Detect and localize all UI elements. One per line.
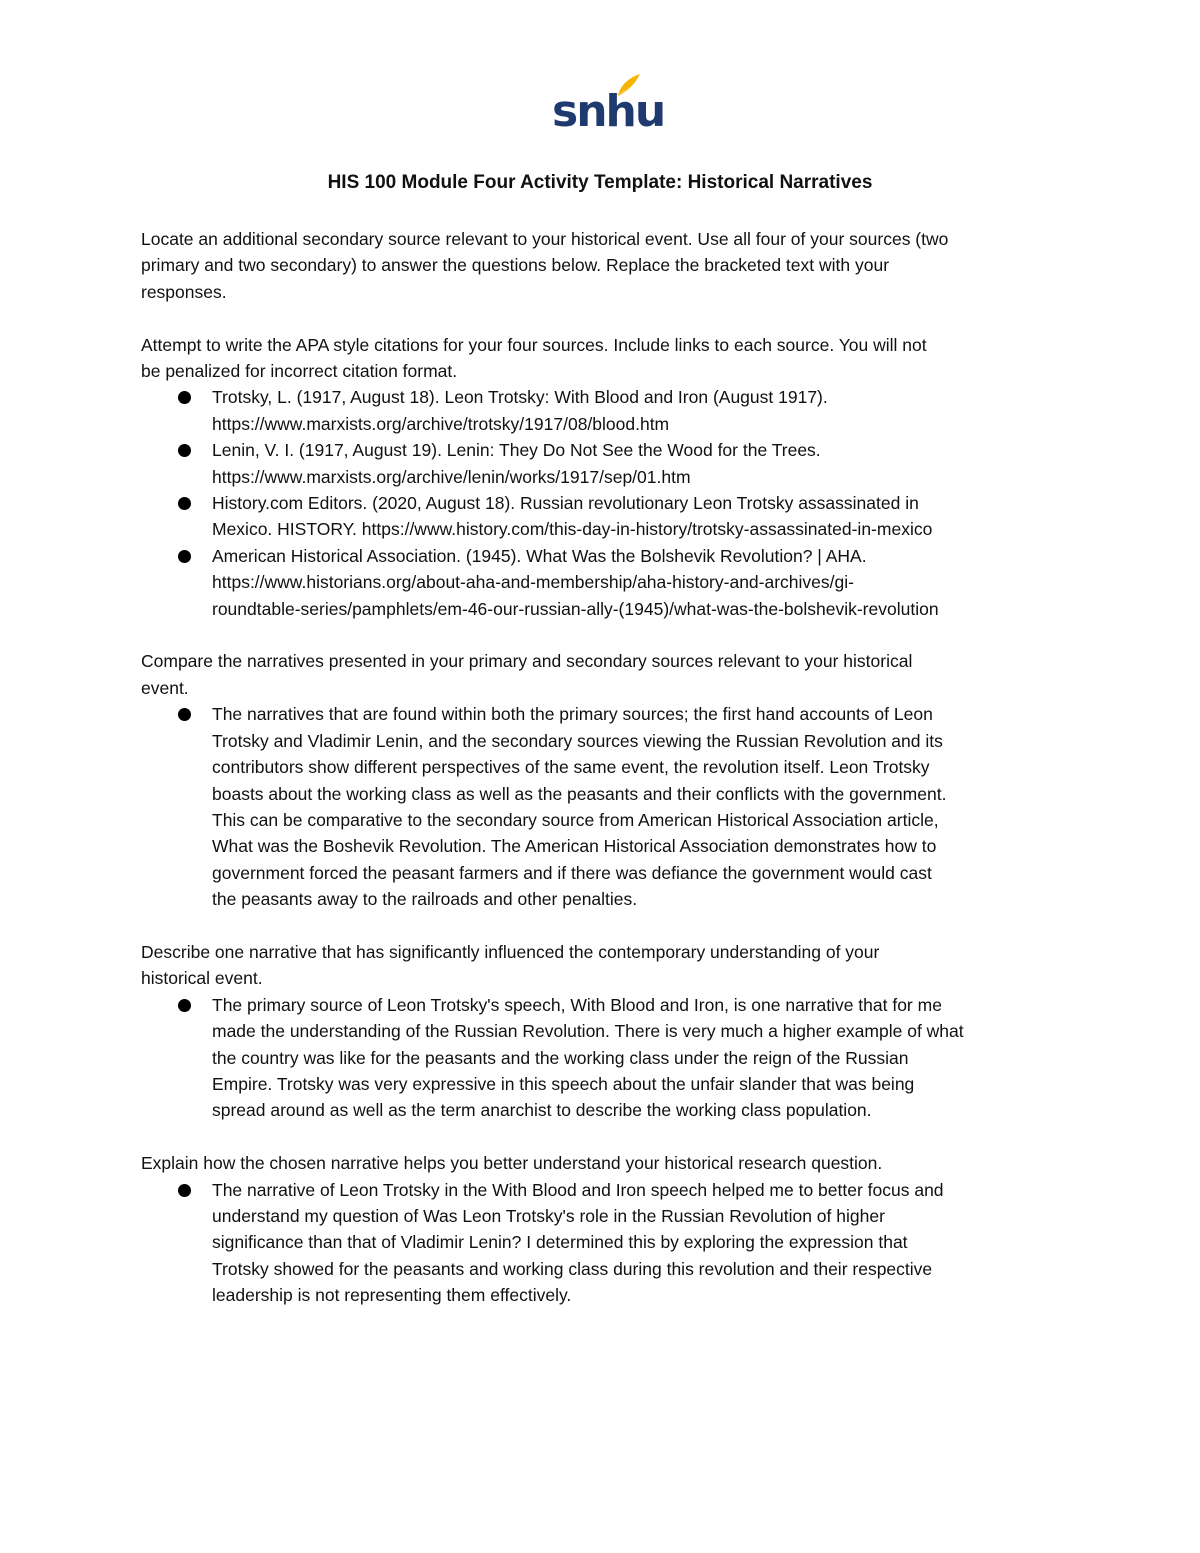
text-line: responses. (141, 281, 227, 302)
text-line: Describe one narrative that has significantly influenced the contemporary understanding of your (141, 941, 880, 962)
text-line: Empire. Trotsky was very expressive in this speech about the unfair slander that was being (212, 1073, 915, 1094)
text-line: Mexico. HISTORY. https://www.history.com/this-day-in-history/trotsky-assassinated-in-mexico (212, 519, 933, 540)
text-line: event. (141, 677, 189, 698)
citation-item (212, 490, 1061, 543)
text-line: The primary source of Leon Trotsky's speech, With Blood and Iron, is one narrative that for me (212, 994, 942, 1015)
text-line: Trotsky, L. (1917, August 18). Leon Trotsky: With Blood and Iron (August 1917). (212, 387, 828, 408)
text-line: made the understanding of the Russian Revolution. There is very much a higher example of what (212, 1021, 964, 1042)
text-line: History.com Editors. (2020, August 18). Russian revolutionary Leon Trotsky assassinated in (212, 493, 919, 514)
text-line: What was the Boshevik Revolution. The American Historical Association demonstrates how to (212, 836, 937, 857)
explain-answer (212, 1177, 1061, 1309)
describe-answer-list (141, 992, 1061, 1124)
bullet-icon (178, 708, 191, 721)
text-line: Trotsky showed for the peasants and working class during this revolution and their respective (212, 1258, 933, 1279)
bullet-icon (178, 1184, 191, 1197)
document-body (141, 226, 1061, 1309)
bullet-icon (178, 444, 191, 457)
text-line: contributors show different perspectives of the same event, the revolution itself. Leon Trotsky (212, 757, 930, 778)
text-line: Attempt to write the APA style citations for your four sources. Include links to each source. You will not (141, 334, 927, 355)
describe-answer (212, 992, 1061, 1124)
text-line: historical event. (141, 968, 263, 989)
citation-item (212, 543, 1061, 622)
text-line: roundtable-series/pamphlets/em-46-our-russian-ally-(1945)/what-was-the-bolshevik-revolution (212, 598, 939, 619)
text-line: spread around as well as the term anarchist to describe the working class population. (212, 1100, 872, 1121)
compare-answer (212, 701, 1061, 912)
text-line: the peasants away to the railroads and other penalties. (212, 889, 638, 910)
citation-item (212, 384, 1061, 437)
text-line: Trotsky and Vladimir Lenin, and the secondary sources viewing the Russian Revolution and its (212, 730, 943, 751)
text-line: Explain how the chosen narrative helps you better understand your historical research question. (141, 1153, 883, 1174)
text-line: This can be comparative to the secondary source from American Historical Association article, (212, 809, 939, 830)
bullet-icon (178, 497, 191, 510)
compare-prompt (141, 648, 1061, 701)
bullet-icon (178, 999, 191, 1012)
explain-answer-list (141, 1177, 1061, 1309)
text-line: The narratives that are found within both the primary sources; the first hand accounts of Leon (212, 704, 933, 725)
citation-item (212, 437, 1061, 490)
explain-prompt (141, 1150, 1061, 1176)
describe-prompt (141, 939, 1061, 992)
text-line: understand my question of Was Leon Trotsky's role in the Russian Revolution of higher (212, 1205, 885, 1226)
text-line: boasts about the working class as well as the peasants and their conflicts with the government. (212, 783, 947, 804)
document-title: HIS 100 Module Four Activity Template: Historical Narratives (327, 172, 873, 193)
text-line: leadership is not representing them effectively. (212, 1285, 572, 1306)
logo-wordmark: snhu (552, 86, 665, 137)
text-line: https://www.historians.org/about-aha-and-membership/aha-history-and-archives/gi- (212, 572, 854, 593)
text-line: https://www.marxists.org/archive/lenin/works/1917/sep/01.htm (212, 466, 691, 487)
text-line: American Historical Association. (1945). What Was the Bolshevik Revolution? | AHA. (212, 545, 867, 566)
text-line: The narrative of Leon Trotsky in the With Blood and Iron speech helped me to better focus and (212, 1179, 944, 1200)
bullet-icon (178, 391, 191, 404)
text-line: be penalized for incorrect citation format. (141, 361, 458, 382)
compare-answer-list (141, 701, 1061, 912)
text-line: Compare the narratives presented in your primary and secondary sources relevant to your historical (141, 651, 913, 672)
text-line: Locate an additional secondary source relevant to your historical event. Use all four of your sources (two (141, 229, 949, 249)
bullet-icon (178, 550, 191, 563)
text-line: Lenin, V. I. (1917, August 19). Lenin: They Do Not See the Wood for the Trees. (212, 440, 821, 461)
citations-list (141, 384, 1061, 622)
text-line: government forced the peasant farmers and if there was defiance the government would cast (212, 862, 932, 883)
text-line: the country was like for the peasants and the working class under the reign of the Russian (212, 1047, 909, 1068)
citations-prompt (141, 332, 1061, 385)
text-line: https://www.marxists.org/archive/trotsky/1917/08/blood.htm (212, 413, 670, 434)
text-line: significance than that of Vladimir Lenin? I determined this by exploring the expression that (212, 1232, 908, 1253)
snhu-logo (552, 72, 665, 138)
intro-paragraph (141, 226, 1061, 305)
text-line: primary and two secondary) to answer the questions below. Replace the bracketed text with your (141, 255, 890, 276)
